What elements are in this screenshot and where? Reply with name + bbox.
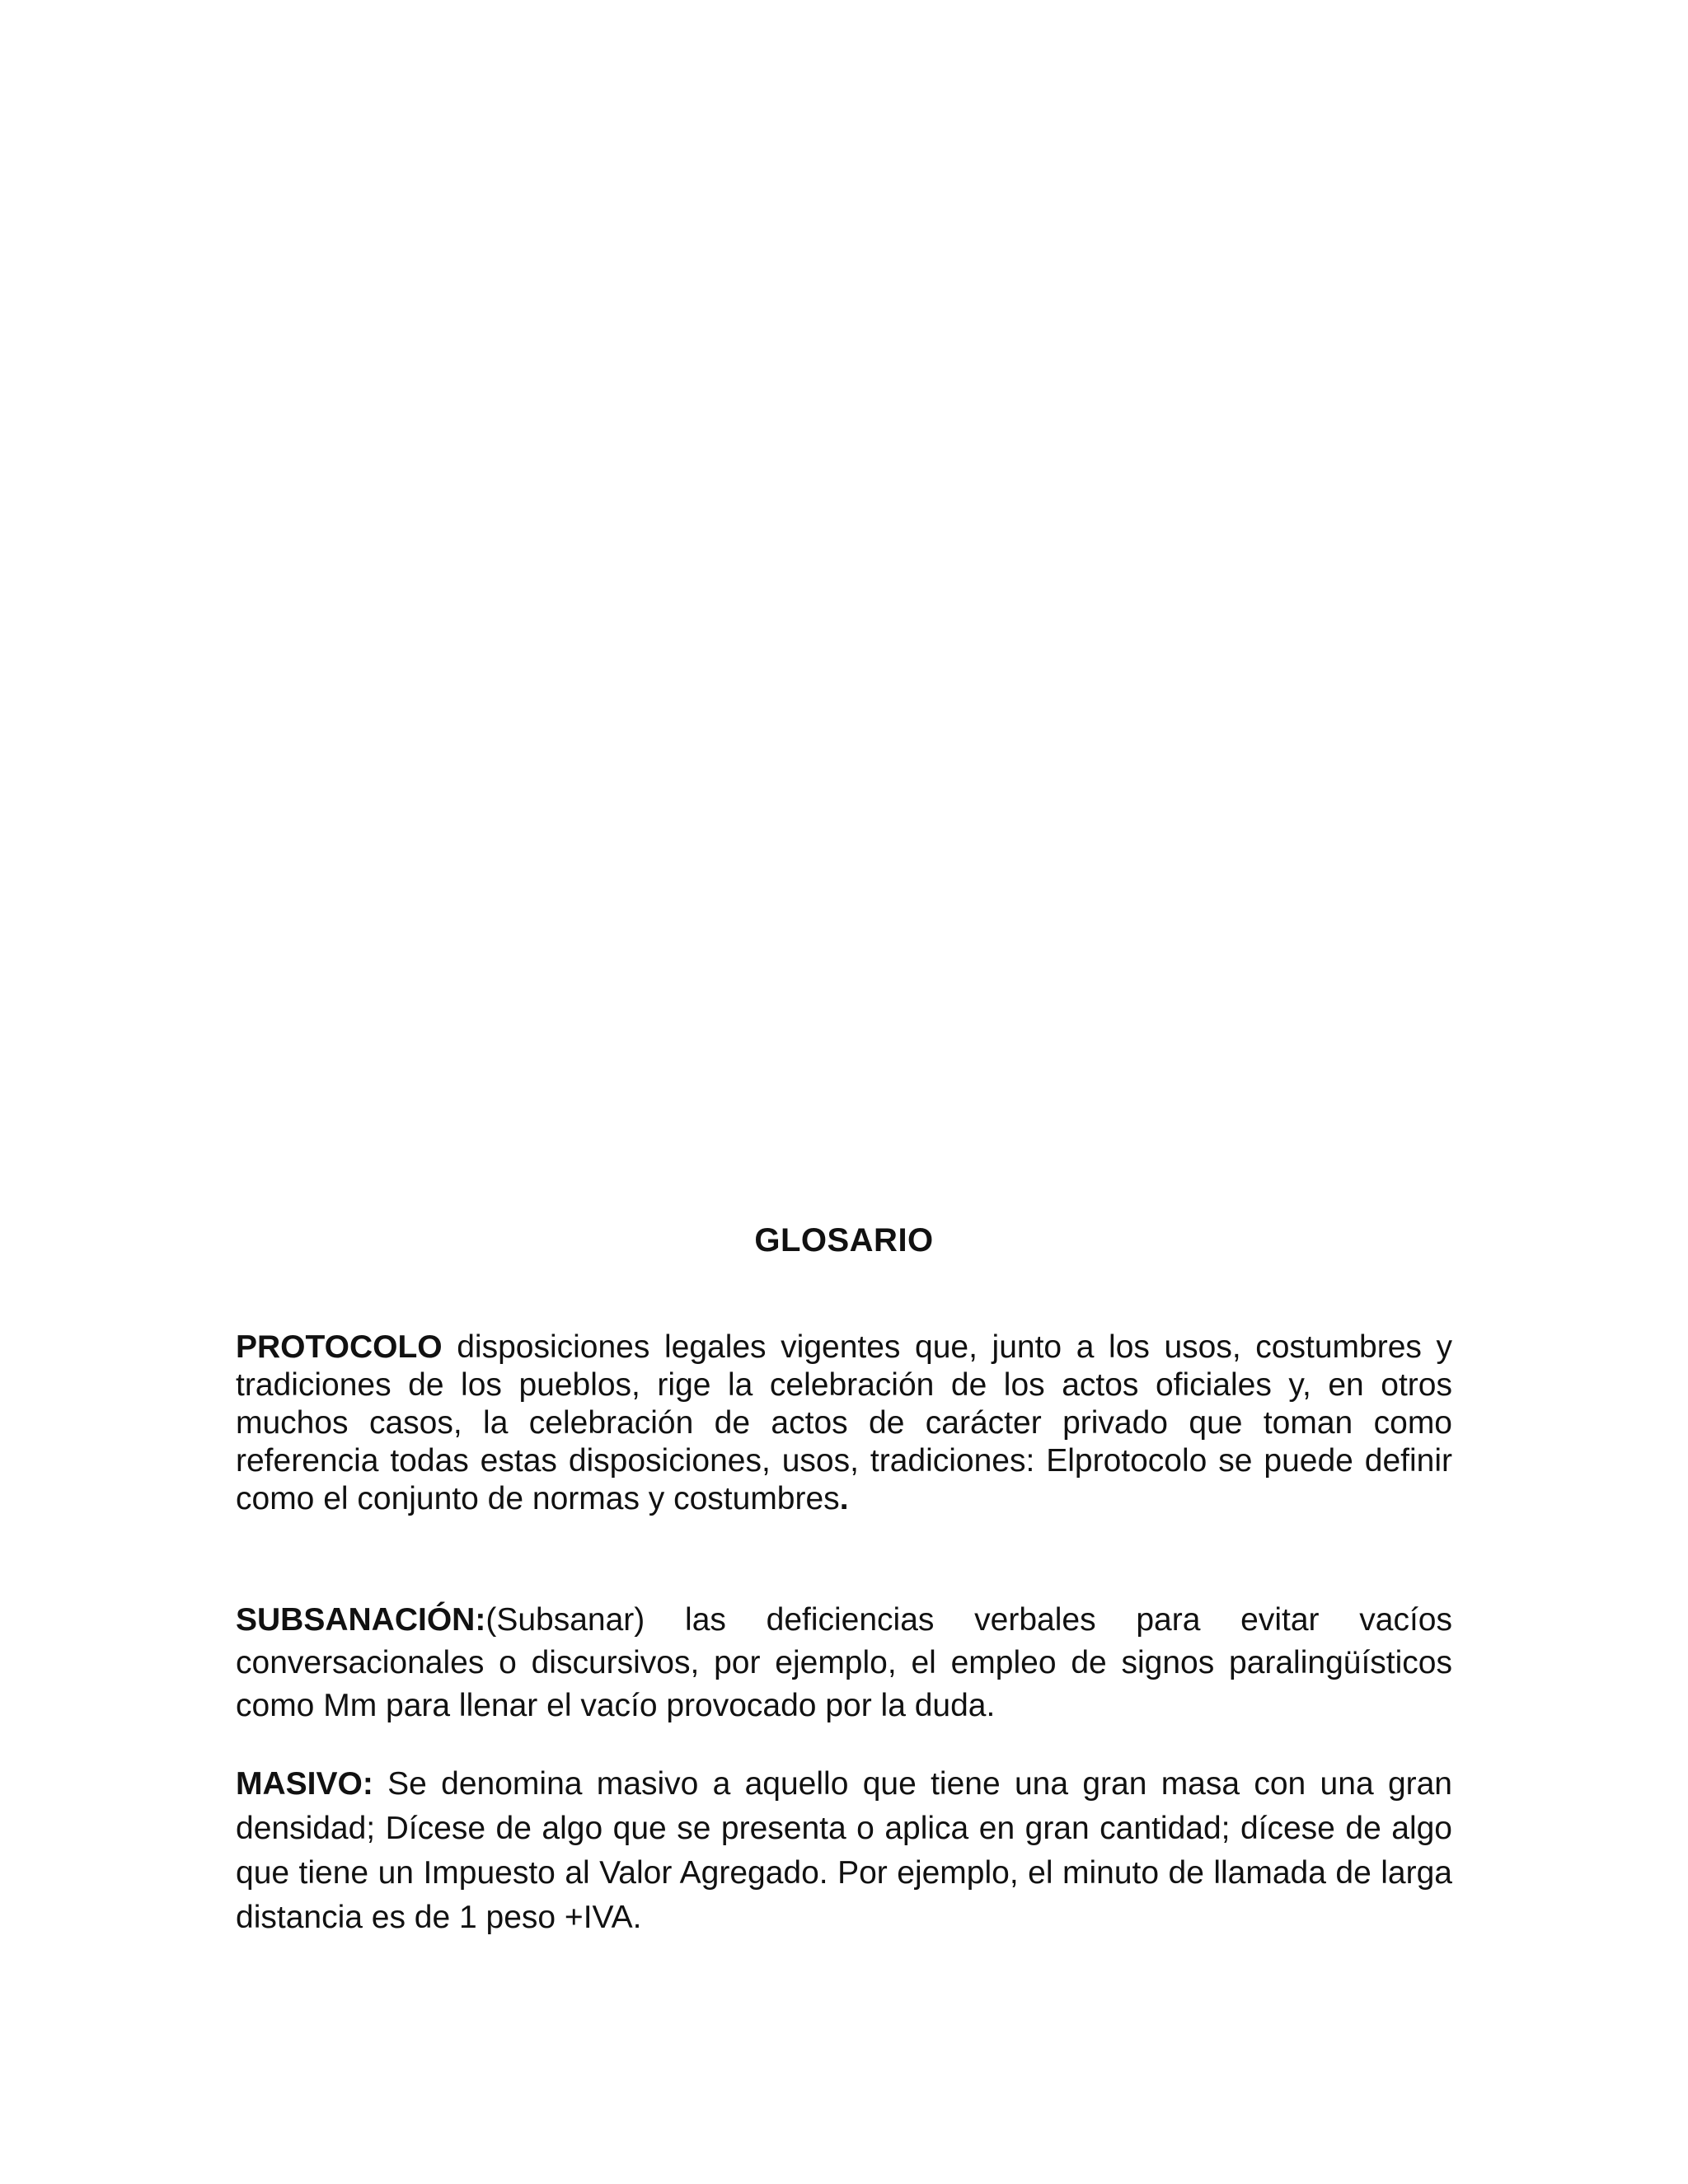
entry-end-mark: . [839, 1481, 849, 1516]
entry-definition: Se denomina masivo a aquello que tiene una gran masa con una gran densidad; Dícese de algo que se presenta o aplica en gran cantidad; dícese de algo que tiene un Impuesto al Valor Agregado. Por ejemplo, el minuto de llamada de larga distancia es de 1 peso +IVA. [236, 1766, 1452, 1935]
entry-term: PROTOCOLO [236, 1329, 443, 1365]
entry-definition: (Subsanar) las deficiencias verbales para evitar vacíos conversacionales o discursivos, por ejemplo, el empleo de signos paralingüísticos como Mm para llenar el vacío provocado por la duda. [236, 1602, 1452, 1723]
entry-term: SUBSANACIÓN: [236, 1602, 486, 1638]
glossary-entry-masivo [236, 1762, 1452, 1940]
glossary-entry-subsanacion [236, 1599, 1452, 1727]
glossary-entry-protocolo [236, 1329, 1452, 1518]
entry-definition: disposiciones legales vigentes que, junto a los usos, costumbres y tradiciones de los pueblos, rige la celebración de los actos oficiales y, en otros muchos casos, la celebración de actos de carácter privado que toman como referencia todas estas disposiciones, usos, tradiciones: Elprotocolo se puede definir como el conjunto de normas y costumbres [236, 1329, 1452, 1516]
entry-term: MASIVO: [236, 1766, 373, 1802]
glossary-title: GLOSARIO [754, 1222, 934, 1258]
